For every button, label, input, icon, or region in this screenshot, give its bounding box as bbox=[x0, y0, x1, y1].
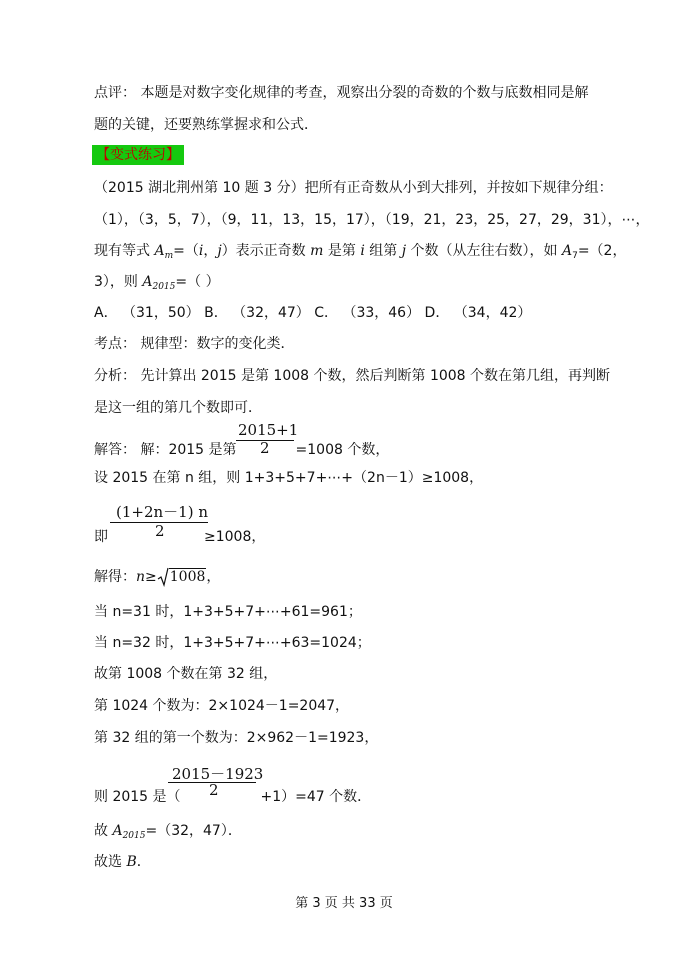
var-i: i bbox=[198, 243, 204, 259]
text: 即 bbox=[94, 529, 108, 545]
text: ． bbox=[136, 854, 151, 870]
jieda-line-7: 故第 1008 个数在第 32 组， bbox=[94, 666, 278, 682]
sqrt-sign bbox=[157, 567, 169, 587]
fraction-1-numerator: 2015+1 bbox=[238, 421, 299, 439]
var-a: A bbox=[154, 243, 165, 259]
fraction-3-denominator: 2 bbox=[209, 781, 219, 799]
jieda-line-2: 设 2015 在第 n 组，则 1+3+5+7+⋯+（2n－1）≥1008， bbox=[94, 470, 484, 486]
text: ≥ bbox=[145, 569, 157, 585]
var-m: m bbox=[310, 243, 324, 259]
fraction-2-denominator: 2 bbox=[155, 522, 165, 540]
jieda-line-3 bbox=[94, 527, 265, 547]
text: 是第 bbox=[323, 243, 361, 259]
sub-2015: 2015 bbox=[122, 831, 146, 841]
jieda-line-9: 第 32 组的第一个数为：2×962－1=1923， bbox=[94, 730, 379, 746]
var-j: j bbox=[217, 243, 222, 259]
jieda-line-11 bbox=[94, 821, 242, 846]
text: ≥1008， bbox=[204, 529, 266, 545]
answer-options: A． （31，50） B． （32，47） C． （33，46） D． （34，42） bbox=[94, 305, 532, 321]
var-i: i bbox=[360, 243, 365, 259]
text: ）表示正奇数 bbox=[221, 243, 311, 259]
text: 组第 bbox=[364, 243, 402, 259]
jieda-line-6: 当 n=32 时，1+3+5+7+⋯+63=1024； bbox=[94, 635, 371, 651]
jieda-line-12 bbox=[94, 852, 151, 872]
var-a: A bbox=[142, 274, 153, 290]
text: ， bbox=[203, 243, 218, 259]
text: =（32，47）． bbox=[145, 823, 242, 839]
sqrt-radicand: 1008 bbox=[169, 569, 206, 585]
jieda-line-5: 当 n=31 时，1+3+5+7+⋯+61=961； bbox=[94, 604, 362, 620]
var-a: A bbox=[112, 823, 123, 839]
problem-line-4 bbox=[94, 272, 220, 297]
text: 解得： bbox=[94, 569, 136, 585]
text: 解答： 解：2015 是第 bbox=[94, 442, 237, 458]
fraction-1-denominator: 2 bbox=[260, 439, 270, 457]
comment-line-1: 点评： 本题是对数字变化规律的考查，观察出分裂的奇数的个数与底数相同是解 bbox=[94, 85, 589, 101]
sqrt-expression bbox=[157, 567, 207, 587]
var-b: B bbox=[126, 854, 137, 870]
page-footer: 第 3 页 共 33 页 bbox=[295, 896, 393, 911]
comment-line-2: 题的关键，还要熟练掌握求和公式． bbox=[94, 117, 318, 133]
jieda-line-8: 第 1024 个数为：2×1024－1=2047， bbox=[94, 698, 350, 714]
text: 则 2015 是（ bbox=[94, 789, 181, 805]
text: ， bbox=[206, 569, 221, 585]
variant-practice-badge: 【变式练习】 bbox=[92, 145, 184, 165]
text: 个数（从左往右数），如 bbox=[406, 243, 562, 259]
problem-line-3 bbox=[94, 241, 626, 266]
var-m-sub: m bbox=[164, 251, 174, 261]
text: 故 bbox=[94, 823, 113, 839]
fenxi-line-1: 分析： 先计算出 2015 是第 1008 个数，然后判断第 1008 个数在第几组，再判断 bbox=[94, 368, 611, 384]
text: =（2， bbox=[577, 243, 627, 259]
var-n: n bbox=[136, 569, 146, 585]
text: +1）=47 个数． bbox=[260, 789, 372, 805]
fenxi-line-2: 是这一组的第几个数即可． bbox=[94, 400, 262, 416]
sub-2015: 2015 bbox=[152, 282, 176, 292]
text: =（ bbox=[173, 243, 199, 259]
text: 现有等式 bbox=[94, 243, 155, 259]
var-a: A bbox=[561, 243, 573, 259]
jieda-line-4 bbox=[94, 567, 220, 587]
text: 3），则 bbox=[94, 274, 143, 290]
kaodian-line: 考点： 规律型：数字的变化类． bbox=[94, 336, 295, 352]
problem-line-2: （1），（3，5，7），（9，11，13，15，17），（19，21，23，25，27，29，31），⋯， bbox=[94, 212, 650, 228]
var-j: j bbox=[401, 243, 407, 259]
fraction-2-numerator: (1+2n－1) n bbox=[116, 503, 208, 521]
text: 故选 bbox=[94, 854, 127, 870]
fraction-3-numerator: 2015－1923 bbox=[172, 765, 264, 783]
jieda-line-1 bbox=[94, 440, 389, 460]
text: =1008 个数， bbox=[295, 442, 390, 458]
text: =（ ） bbox=[175, 274, 220, 290]
sub-7: 7 bbox=[572, 251, 578, 261]
problem-line-1: （2015 湖北荆州第 10 题 3 分）把所有正奇数从小到大排列，并按如下规律分组： bbox=[94, 180, 613, 196]
jieda-line-10 bbox=[94, 787, 371, 807]
